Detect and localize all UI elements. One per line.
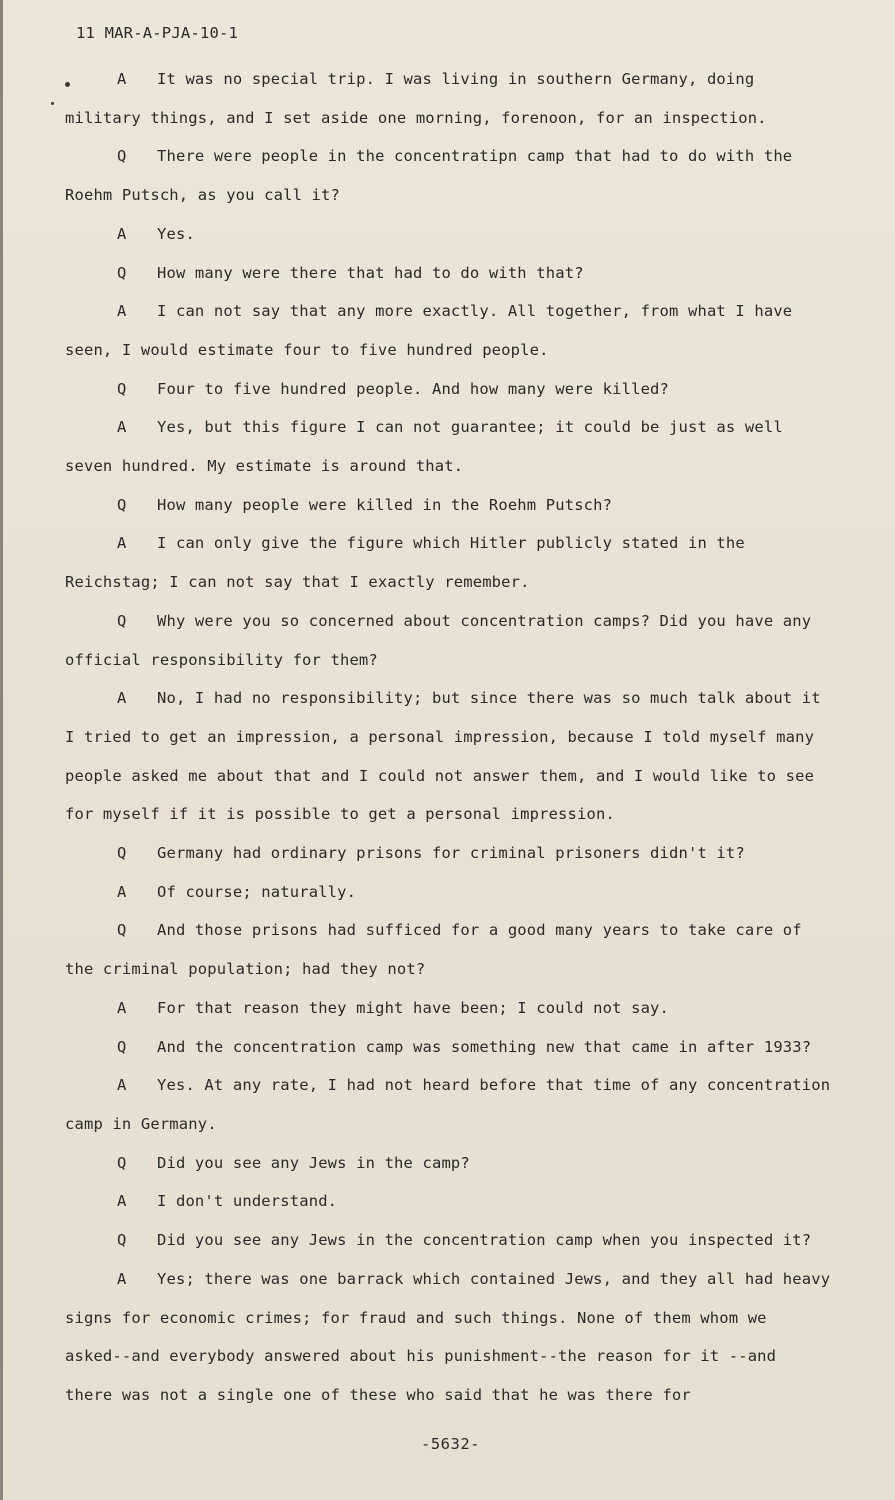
speaker-label: Q [117,495,127,514]
paragraph-text: Of course; naturally. [157,882,357,901]
paragraph-text: And the concentration camp was something new that came in after 1933? [157,1037,812,1056]
speaker-label: A [117,534,127,553]
answer-paragraph [65,873,833,912]
answer-paragraph [65,408,833,485]
speaker-label: Q [117,1153,127,1172]
answer-paragraph [65,1260,833,1415]
paragraph-text: Why were you so concerned about concentration camps? Did you have any official responsibility for them? [65,611,812,669]
question-paragraph [65,1144,833,1183]
answer-paragraph [65,524,833,601]
paragraph-text: How many were there that had to do with that? [157,263,584,282]
paragraph-text: How many people were killed in the Roehm Putsch? [157,495,613,514]
paragraph-text: Four to five hundred people. And how many were killed? [157,379,670,398]
speaker-label: Q [117,921,127,940]
question-paragraph [65,486,833,525]
paragraph-text: No, I had no responsibility; but since there was so much talk about it I tried to get an impression, a personal impression, because I told myself many people asked me about that and I could not answer them, and I would like to see for myself if it is possible to get a personal impression. [65,689,821,824]
question-paragraph [65,1221,833,1260]
question-paragraph [65,911,833,988]
question-paragraph [65,137,833,214]
paragraph-text: Yes. At any rate, I had not heard before that time of any concentration camp in Germany. [65,1076,831,1133]
document-header: 11 MAR-A-PJA-10-1 [76,24,239,42]
paragraph-text: Did you see any Jews in the concentration camp when you inspected it? [157,1231,812,1250]
paragraph-text: For that reason they might have been; I could not say. [157,998,670,1017]
speaker-label: A [117,224,127,243]
speaker-label: Q [117,1231,127,1250]
speaker-label: A [117,1076,127,1095]
question-paragraph [65,254,833,293]
paragraph-text: And those prisons had sufficed for a good many years to take care of the criminal population; had they not? [65,921,802,979]
answer-paragraph [65,215,833,254]
speaker-label: A [117,882,127,901]
answer-paragraph [65,989,833,1028]
speaker-label: A [117,418,127,437]
paragraph-text: I can not say that any more exactly. All together, from what I have seen, I would estimate four to five hundred people. [65,302,793,359]
transcript-body [65,60,833,1415]
answer-paragraph [65,679,833,834]
paragraph-text: Germany had ordinary prisons for criminal prisoners didn't it? [157,844,745,863]
speaker-label: A [117,1192,127,1211]
speaker-label: A [117,689,127,708]
paragraph-text: Did you see any Jews in the camp? [157,1153,470,1172]
speaker-label: Q [117,1037,127,1056]
page-number: -5632- [421,1435,480,1453]
answer-paragraph [65,292,833,369]
paragraph-text: Yes. [157,224,195,243]
question-paragraph [65,602,833,679]
speaker-label: Q [117,611,127,630]
speaker-label: A [117,1269,127,1288]
speaker-label: Q [117,147,127,166]
paragraph-text: Yes; there was one barrack which contained Jews, and they all had heavy signs for economic crimes; for fraud and such things. None of them whom we asked--and everybody answered about his punishment--the reason for it --and there was not a single one of these who said that he was there for [65,1269,831,1404]
speaker-label: A [117,998,127,1017]
answer-paragraph [65,60,833,137]
question-paragraph [65,1028,833,1067]
paragraph-text: There were people in the concentratipn camp that had to do with the Roehm Putsch, as you call it? [65,147,793,205]
ink-speck [51,102,54,105]
speaker-label: A [117,302,127,321]
speaker-label: Q [117,379,127,398]
paragraph-text: Yes, but this figure I can not guarantee; it could be just as well seven hundred. My estimate is around that. [65,418,783,476]
question-paragraph [65,834,833,873]
speaker-label: Q [117,844,127,863]
paragraph-text: It was no special trip. I was living in southern Germany, doing military things, and I set aside one morning, forenoon, for an inspection. [65,70,767,127]
speaker-label: A [117,70,127,88]
answer-paragraph [65,1182,833,1221]
question-paragraph [65,370,833,409]
paragraph-text: I don't understand. [157,1192,338,1211]
speaker-label: Q [117,263,127,282]
paragraph-text: I can only give the figure which Hitler publicly stated in the Reichstag; I can not say that I exactly remember. [65,534,745,592]
answer-paragraph [65,1066,833,1143]
